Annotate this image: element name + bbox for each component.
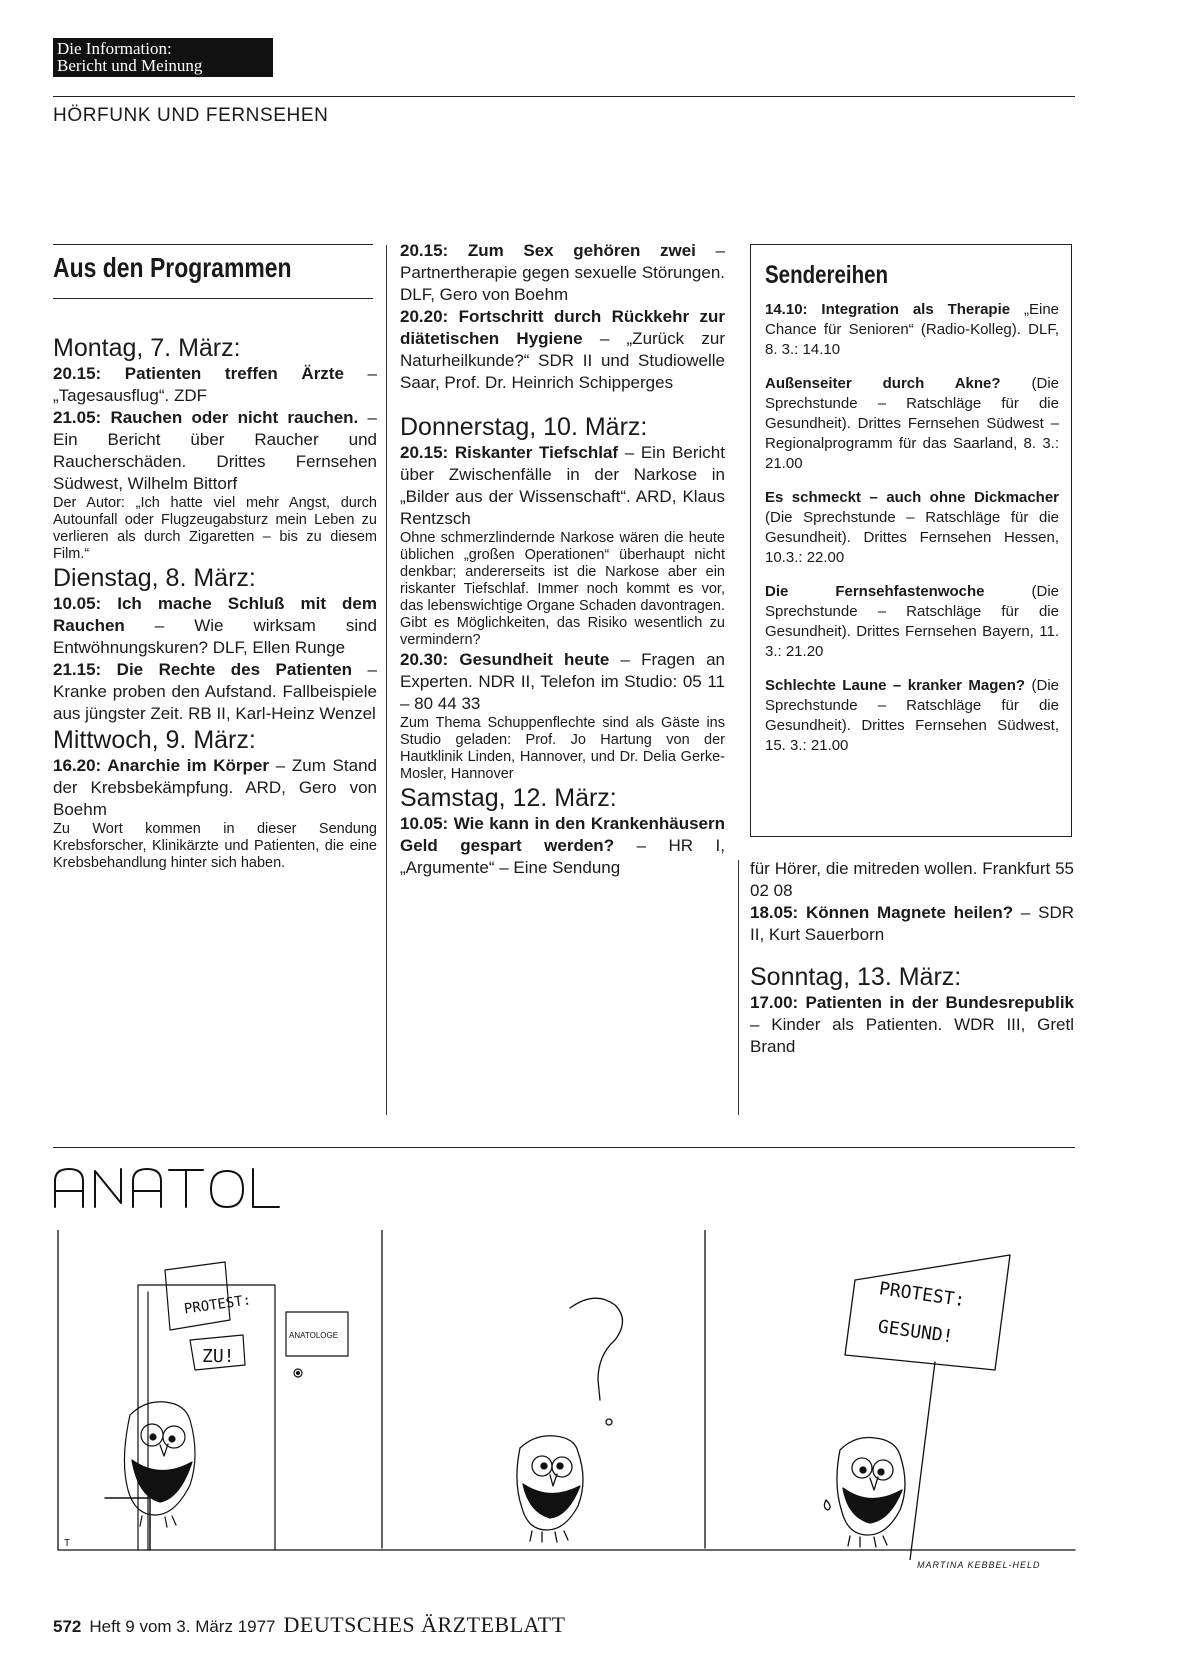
entry-text: – Ein Bericht über Raucher und Raucherschäden. Drittes Fernsehen Südwest, Wilhelm Bittorf [53, 408, 377, 493]
issue-info: Heft 9 vom 3. März 1977 [89, 1617, 276, 1636]
entry-text: – Wie wirksam sind Entwöhnungskuren? DLF, Ellen Runge [53, 616, 377, 657]
series-text: (Die Sprechstunde – Ratschläge für die Gesundheit). Drittes Fernsehen Südwest – Regionalprogramm für das Saarland, 8. 3.: 21.00 [765, 375, 1059, 472]
series-item [765, 374, 1059, 474]
column-1 [53, 333, 377, 872]
entry-text: – SDR II, Kurt Sauerborn [750, 903, 1075, 944]
program-note: Zum Thema Schuppenflechte sind als Gäste ins Studio geladen: Prof. Jo Hartung von der Hautklinik Linden, Hannover, und Dr. Delia Gerke-Mosler, Hannover [400, 715, 725, 782]
day-heading: Donnerstag, 10. März: [400, 413, 648, 441]
column-3 [750, 858, 1074, 1058]
column-divider-1 [386, 245, 387, 1115]
entry-head: 20.15: Zum Sex gehören zwei [400, 241, 696, 260]
day-heading: Samstag, 12. März: [400, 784, 617, 812]
entry-head: 21.05: Rauchen oder nicht rauchen. [53, 408, 359, 427]
series-head: Die Fernsehfastenwoche [765, 583, 985, 600]
series-item [765, 488, 1059, 568]
program-note: Der Autor: „Ich hatte viel mehr Angst, durch Autounfall oder Flugzeugabsturz mein Leben zu verlieren als durch Zigaretten – bis zu diesem Film.“ [53, 495, 377, 562]
program-entry [400, 649, 725, 715]
program-entry [53, 659, 377, 725]
entry-text: – Partnertherapie gegen sexuelle Störungen. DLF, Gero von Boehm [400, 241, 725, 304]
entry-text: – „Zurück zur Naturheilkunde?“ SDR II und Studiowelle Saar, Prof. Dr. Heinrich Schipperges [400, 329, 725, 392]
sendereihen-box [750, 244, 1072, 837]
day-heading: Montag, 7. März: [53, 334, 241, 362]
day-heading: Dienstag, 8. März: [53, 564, 256, 592]
magazine-name: DEUTSCHES ÄRZTEBLATT [283, 1612, 566, 1637]
program-entry [53, 363, 377, 407]
protest-sign-3 [845, 1255, 1010, 1370]
program-entry [750, 902, 1074, 946]
series-item [765, 582, 1059, 662]
program-entry [400, 442, 725, 530]
series-item [765, 300, 1059, 360]
panel1-plate-text: ANATOLOGE [289, 1331, 339, 1340]
program-entry [53, 407, 377, 495]
header-rule [53, 96, 1075, 97]
series-head: Es schmeckt – auch ohne Dickmacher [765, 489, 1059, 506]
entry-head: 10.05: Ich mache Schluß mit dem Rauchen [53, 594, 377, 635]
panel-2 [517, 1298, 623, 1542]
day-heading: Mittwoch, 9. März: [53, 726, 256, 754]
series-text: (Die Sprechstunde – Ratschläge für die Gesundheit). Drittes Fernsehen Bayern, 11. 3.: 21.20 [765, 583, 1060, 660]
series-text: „Eine Chance für Senioren“ (Radio-Kolleg). DLF, 8. 3.: 14.10 [765, 301, 1060, 358]
entry-head: 16.20: Anarchie im Körper [53, 756, 269, 775]
owl-3 [824, 1438, 905, 1548]
program-head-rule-bottom [53, 298, 373, 299]
series-text: (Die Sprechstunde – Ratschläge für die Gesundheit). Drittes Fernsehen Hessen, 10.3.: 22.00 [765, 509, 1059, 566]
series-text: (Die Sprechstunde – Ratschläge für die Gesundheit). Drittes Fernsehen Südwest, 15. 3.: 21.00 [765, 677, 1059, 754]
program-entry [400, 306, 725, 394]
column-2 [400, 240, 725, 879]
program-entry-continued: für Hörer, die mitreden wollen. Frankfurt 55 02 08 [750, 859, 1074, 900]
entry-text: – HR I, „Argumente“ – Eine Sendung [400, 836, 725, 877]
entry-text: – Fragen an Experten. NDR II, Telefon im Studio: 05 11 – 80 44 33 [400, 650, 725, 713]
kicker-line-1: Die Information: [57, 39, 172, 58]
page-footer [53, 1612, 565, 1638]
series-item [765, 676, 1059, 756]
panel1-sign-text-1: PROTEST: [183, 1292, 253, 1318]
entry-head: 20.20: Fortschritt durch Rückkehr zur diätetischen Hygiene [400, 307, 725, 348]
entry-text: – Zum Stand der Krebsbekämpfung. ARD, Gero von Boehm [53, 756, 377, 819]
section-title: HÖRFUNK UND FERNSEHEN [53, 105, 329, 126]
series-head: 14.10: Integration als Therapie [765, 301, 1011, 318]
sendereihen-title: Sendereihen [765, 261, 889, 289]
panel1-sign-text-2: ZU! [202, 1346, 235, 1367]
owl-2 [517, 1436, 583, 1542]
series-head: Schlechte Laune – kranker Magen? [765, 677, 1026, 694]
cartoon-signature: MARTINA KEBBEL-HELD [917, 1560, 1041, 1570]
entry-text: – Kranke proben den Aufstand. Fallbeispiele aus jüngster Zeit. RB II, Karl-Heinz Wenzel [53, 660, 377, 723]
program-entry [750, 992, 1074, 1058]
column-divider-2 [738, 860, 739, 1115]
kicker-line-2: Bericht und Meinung [57, 56, 203, 75]
entry-head: 21.15: Die Rechte des Patienten [53, 660, 353, 679]
series-head: Außenseiter durch Akne? [765, 375, 1001, 392]
panel1-scribble: T [64, 1538, 71, 1549]
entry-head: 17.00: Patienten in der Bundesrepublik [750, 993, 1074, 1012]
cartoon-rule [53, 1147, 1075, 1148]
kicker-box [53, 38, 273, 77]
owl-1 [124, 1402, 195, 1527]
program-note: Zu Wort kommen in dieser Sendung Krebsforscher, Klinikärzte und Patienten, die eine Krebsbehandlung hinter sich haben. [53, 821, 377, 871]
program-entry [53, 755, 377, 821]
program-note: Ohne schmerzlindernde Narkose wären die heute üblichen „großen Operationen“ überhaupt nicht denkbar; andererseits ist die Narkose aber ein riskanter Tiefschlaf. Immer noch kommt es vor, das lebenswichtige Organe Schaden davontragen. Gibt es Möglichkeiten, das Risiko wesentlich zu vermindern? [400, 530, 725, 648]
cartoon-strip [50, 1230, 1080, 1560]
program-title: Aus den Programmen [53, 252, 292, 283]
entry-head: 20.15: Patienten treffen Ärzte [53, 364, 344, 383]
entry-head: 20.30: Gesundheit heute [400, 650, 610, 669]
entry-head: 20.15: Riskanter Tiefschlaf [400, 443, 619, 462]
program-entry [53, 593, 377, 659]
program-entry [400, 240, 725, 306]
entry-head: 10.05: Wie kann in den Krankenhäusern Geld gespart werden? [400, 814, 725, 855]
entry-head: 18.05: Können Magnete heilen? [750, 903, 1014, 922]
page-number: 572 [53, 1617, 82, 1636]
entry-text: – „Tagesausflug“. ZDF [53, 364, 377, 405]
entry-text: – Kinder als Patienten. WDR III, Gretl Brand [750, 1015, 1074, 1056]
cartoon-title [53, 1163, 283, 1213]
program-entry [400, 813, 725, 879]
day-heading: Sonntag, 13. März: [750, 963, 962, 991]
entry-text: – Ein Bericht über Zwischenfälle in der Narkose in „Bilder aus der Wissenschaft“. ARD, Klaus Rentzsch [400, 443, 725, 528]
panel3-sign-text-2: GESUND! [876, 1316, 955, 1348]
panel3-sign-text-1: PROTEST: [877, 1278, 967, 1312]
program-head-rule-top [53, 244, 373, 245]
